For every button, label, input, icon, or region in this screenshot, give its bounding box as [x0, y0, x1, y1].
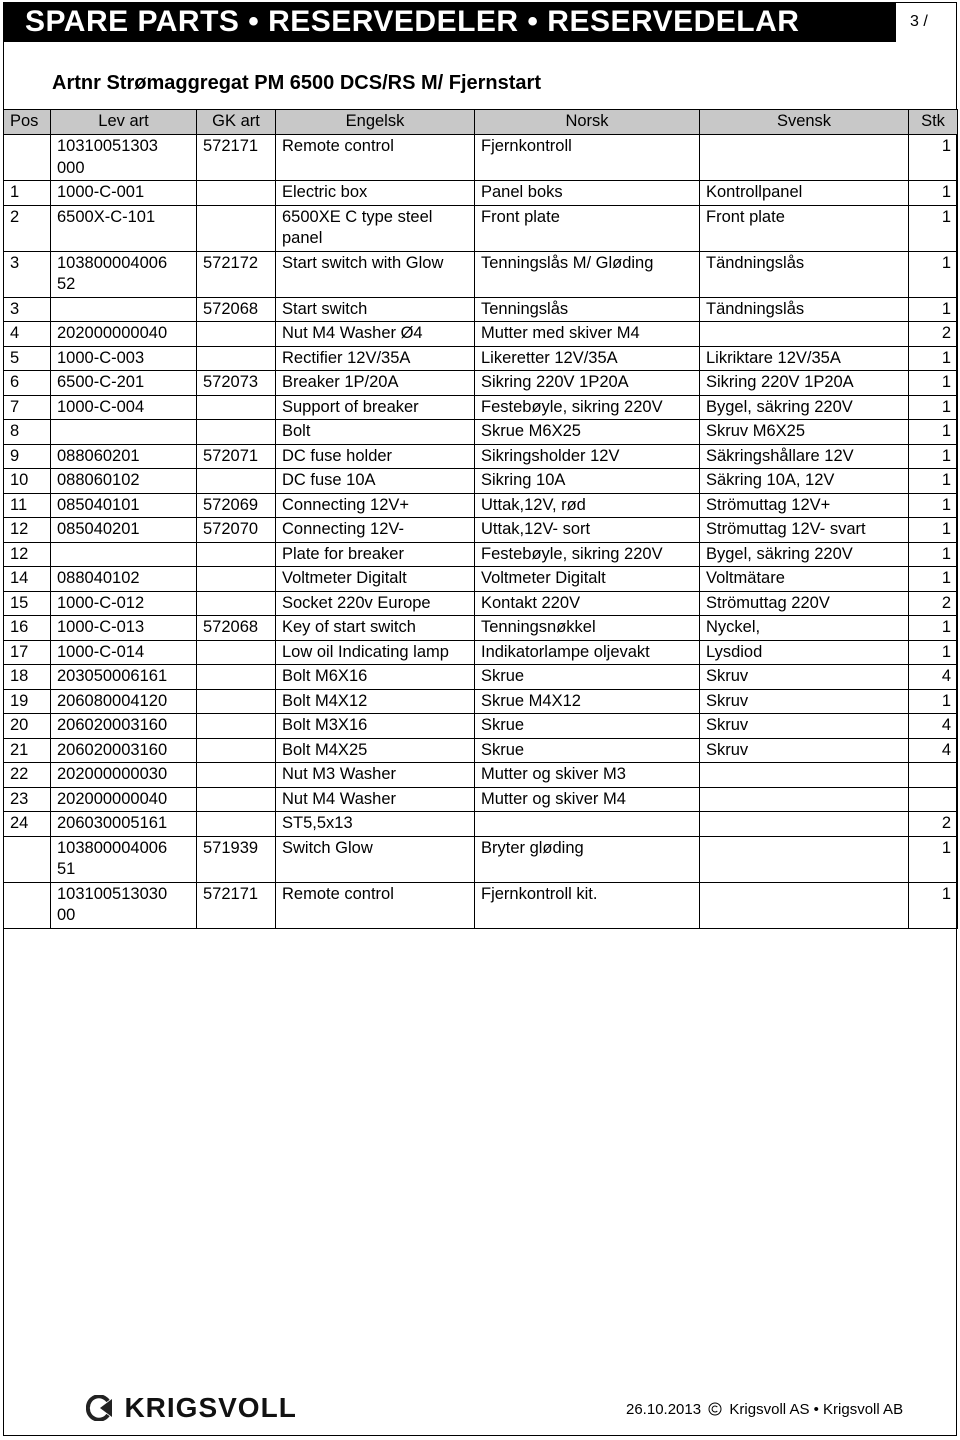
cell-pos: 17 [4, 640, 51, 665]
cell-engelsk: Remote control [276, 882, 475, 928]
cell-svensk: Bygel, säkring 220V [700, 542, 909, 567]
cell-engelsk: Connecting 12V- [276, 518, 475, 543]
cell-gk-art: 572172 [197, 251, 276, 297]
cell-engelsk: Key of start switch [276, 616, 475, 641]
document-title: Artnr Strømaggregat PM 6500 DCS/RS M/ Fjernstart [52, 72, 541, 94]
cell-lev-art: 203050006161 [51, 665, 197, 690]
column-header-svensk: Svensk [700, 110, 909, 135]
cell-norsk: Mutter og skiver M4 [475, 787, 700, 812]
cell-engelsk: Electric box [276, 181, 475, 206]
table-row [4, 787, 958, 812]
column-header-engelsk: Engelsk [276, 110, 475, 135]
cell-stk: 1 [909, 346, 958, 371]
cell-stk: 1 [909, 518, 958, 543]
cell-pos: 24 [4, 812, 51, 837]
cell-gk-art [197, 591, 276, 616]
cell-lev-art: 088060201 [51, 444, 197, 469]
cell-pos: 16 [4, 616, 51, 641]
cell-pos: 9 [4, 444, 51, 469]
cell-stk: 1 [909, 616, 958, 641]
cell-gk-art [197, 469, 276, 494]
table-row [4, 591, 958, 616]
cell-svensk: Strömuttag 220V [700, 591, 909, 616]
cell-gk-art [197, 395, 276, 420]
table-row [4, 205, 958, 251]
cell-pos: 14 [4, 567, 51, 592]
cell-norsk: Festebøyle, sikring 220V [475, 395, 700, 420]
cell-stk: 1 [909, 836, 958, 882]
cell-lev-art [51, 420, 197, 445]
cell-engelsk: Socket 220v Europe [276, 591, 475, 616]
cell-lev-art: 1000-C-014 [51, 640, 197, 665]
cell-svensk: Säkringshållare 12V [700, 444, 909, 469]
cell-lev-art: 1000-C-012 [51, 591, 197, 616]
cell-gk-art: 572171 [197, 135, 276, 181]
cell-engelsk: Support of breaker [276, 395, 475, 420]
cell-norsk: Skrue M4X12 [475, 689, 700, 714]
table-row [4, 518, 958, 543]
table-row [4, 882, 958, 928]
cell-norsk: Tenningsnøkkel [475, 616, 700, 641]
cell-gk-art [197, 738, 276, 763]
cell-norsk: Uttak,12V- sort [475, 518, 700, 543]
cell-engelsk: Connecting 12V+ [276, 493, 475, 518]
cell-svensk: Likriktare 12V/35A [700, 346, 909, 371]
cell-engelsk: DC fuse 10A [276, 469, 475, 494]
cell-svensk: Skruv [700, 714, 909, 739]
cell-norsk: Mutter og skiver M3 [475, 763, 700, 788]
page-number: 3 / [910, 13, 928, 30]
cell-gk-art [197, 787, 276, 812]
cell-svensk: Sikring 220V 1P20A [700, 371, 909, 396]
footer-info [626, 1401, 903, 1418]
cell-gk-art [197, 346, 276, 371]
cell-gk-art [197, 567, 276, 592]
cell-gk-art [197, 689, 276, 714]
cell-pos: 5 [4, 346, 51, 371]
cell-gk-art [197, 542, 276, 567]
cell-engelsk: 6500XE C type steel panel [276, 205, 475, 251]
cell-engelsk: Bolt M4X12 [276, 689, 475, 714]
cell-gk-art [197, 322, 276, 347]
cell-engelsk: Nut M4 Washer [276, 787, 475, 812]
cell-norsk: Fjernkontroll [475, 135, 700, 181]
cell-norsk: Likeretter 12V/35A [475, 346, 700, 371]
cell-pos: 1 [4, 181, 51, 206]
cell-engelsk: Rectifier 12V/35A [276, 346, 475, 371]
cell-engelsk: Bolt [276, 420, 475, 445]
cell-svensk [700, 812, 909, 837]
cell-lev-art [51, 542, 197, 567]
table-row [4, 738, 958, 763]
cell-lev-art: 1000-C-001 [51, 181, 197, 206]
table-row [4, 665, 958, 690]
cell-gk-art [197, 665, 276, 690]
cell-stk: 4 [909, 714, 958, 739]
cell-pos: 12 [4, 518, 51, 543]
table-row [4, 135, 958, 181]
cell-engelsk: Start switch [276, 297, 475, 322]
cell-lev-art: 10310051303 000 [51, 135, 197, 181]
cell-pos: 10 [4, 469, 51, 494]
cell-gk-art: 572073 [197, 371, 276, 396]
cell-stk [909, 787, 958, 812]
cell-engelsk: Bolt M6X16 [276, 665, 475, 690]
copyright-icon [708, 1402, 722, 1416]
cell-engelsk: Remote control [276, 135, 475, 181]
cell-stk: 1 [909, 444, 958, 469]
cell-svensk [700, 836, 909, 882]
cell-svensk: Strömuttag 12V- svart [700, 518, 909, 543]
table-row [4, 714, 958, 739]
cell-lev-art: 206020003160 [51, 714, 197, 739]
cell-norsk: Bryter gløding [475, 836, 700, 882]
cell-lev-art: 088040102 [51, 567, 197, 592]
cell-pos: 8 [4, 420, 51, 445]
cell-stk: 1 [909, 205, 958, 251]
table-row [4, 444, 958, 469]
table-row [4, 542, 958, 567]
cell-engelsk: Plate for breaker [276, 542, 475, 567]
cell-pos [4, 135, 51, 181]
table-row [4, 420, 958, 445]
cell-gk-art: 572070 [197, 518, 276, 543]
cell-stk: 4 [909, 738, 958, 763]
cell-svensk: Nyckel, [700, 616, 909, 641]
cell-stk: 1 [909, 135, 958, 181]
cell-gk-art: 572068 [197, 616, 276, 641]
cell-stk: 1 [909, 251, 958, 297]
cell-engelsk: Breaker 1P/20A [276, 371, 475, 396]
cell-svensk: Strömuttag 12V+ [700, 493, 909, 518]
cell-lev-art: 103800004006 51 [51, 836, 197, 882]
cell-engelsk: Voltmeter Digitalt [276, 567, 475, 592]
cell-norsk: Sikring 10A [475, 469, 700, 494]
cell-norsk: Panel boks [475, 181, 700, 206]
parts-table [3, 109, 958, 929]
cell-gk-art [197, 205, 276, 251]
cell-pos: 2 [4, 205, 51, 251]
cell-stk: 1 [909, 469, 958, 494]
cell-stk: 2 [909, 812, 958, 837]
cell-lev-art: 085040101 [51, 493, 197, 518]
table-row [4, 395, 958, 420]
cell-stk: 1 [909, 181, 958, 206]
cell-pos: 12 [4, 542, 51, 567]
cell-lev-art: 1000-C-003 [51, 346, 197, 371]
cell-gk-art: 572171 [197, 882, 276, 928]
cell-stk: 1 [909, 420, 958, 445]
cell-pos: 23 [4, 787, 51, 812]
cell-stk: 1 [909, 542, 958, 567]
cell-engelsk: Start switch with Glow [276, 251, 475, 297]
krigsvoll-logo [86, 1392, 297, 1424]
logo-text: KRIGSVOLL [124, 1392, 297, 1423]
cell-pos: 3 [4, 297, 51, 322]
cell-svensk: Skruv [700, 738, 909, 763]
cell-pos [4, 836, 51, 882]
cell-stk: 4 [909, 665, 958, 690]
cell-engelsk: Bolt M3X16 [276, 714, 475, 739]
cell-norsk: Tenningslås M/ Gløding [475, 251, 700, 297]
cell-norsk: Festebøyle, sikring 220V [475, 542, 700, 567]
cell-lev-art: 206080004120 [51, 689, 197, 714]
cell-pos: 6 [4, 371, 51, 396]
header-title: SPARE PARTS • RESERVEDELER • RESERVEDELAR [25, 5, 800, 38]
cell-norsk: Front plate [475, 205, 700, 251]
cell-engelsk: ST5,5x13 [276, 812, 475, 837]
cell-norsk: Voltmeter Digitalt [475, 567, 700, 592]
column-header-stk: Stk [909, 110, 958, 135]
cell-svensk: Bygel, säkring 220V [700, 395, 909, 420]
table-row [4, 322, 958, 347]
cell-lev-art: 1000-C-004 [51, 395, 197, 420]
cell-norsk: Uttak,12V, rød [475, 493, 700, 518]
cell-pos [4, 882, 51, 928]
cell-pos: 21 [4, 738, 51, 763]
cell-stk: 1 [909, 689, 958, 714]
column-header-gk-art: GK art [197, 110, 276, 135]
cell-pos: 7 [4, 395, 51, 420]
cell-svensk: Säkring 10A, 12V [700, 469, 909, 494]
cell-svensk: Skruv [700, 689, 909, 714]
krigsvoll-logo-icon [86, 1395, 116, 1421]
table-row [4, 469, 958, 494]
cell-pos: 4 [4, 322, 51, 347]
cell-pos: 15 [4, 591, 51, 616]
cell-lev-art: 1000-C-013 [51, 616, 197, 641]
cell-gk-art: 572069 [197, 493, 276, 518]
cell-lev-art [51, 297, 197, 322]
cell-lev-art: 6500-C-201 [51, 371, 197, 396]
cell-engelsk: Nut M4 Washer Ø4 [276, 322, 475, 347]
cell-svensk: Lysdiod [700, 640, 909, 665]
cell-svensk: Skruv [700, 665, 909, 690]
cell-stk: 1 [909, 395, 958, 420]
column-header-lev-art: Lev art [51, 110, 197, 135]
footer-company: Krigsvoll AS • Krigsvoll AB [729, 1401, 904, 1418]
cell-norsk: Kontakt 220V [475, 591, 700, 616]
cell-stk: 1 [909, 297, 958, 322]
cell-gk-art [197, 420, 276, 445]
cell-engelsk: Bolt M4X25 [276, 738, 475, 763]
cell-engelsk: Low oil Indicating lamp [276, 640, 475, 665]
table-row [4, 616, 958, 641]
cell-norsk: Skrue M6X25 [475, 420, 700, 445]
cell-svensk: Kontrollpanel [700, 181, 909, 206]
table-row [4, 251, 958, 297]
table-row [4, 836, 958, 882]
cell-pos: 22 [4, 763, 51, 788]
cell-norsk: Fjernkontroll kit. [475, 882, 700, 928]
table-row [4, 181, 958, 206]
cell-lev-art: 202000000030 [51, 763, 197, 788]
cell-svensk [700, 763, 909, 788]
cell-svensk [700, 135, 909, 181]
cell-pos: 20 [4, 714, 51, 739]
table-row [4, 689, 958, 714]
cell-norsk: Sikringsholder 12V [475, 444, 700, 469]
cell-gk-art [197, 181, 276, 206]
table-row [4, 493, 958, 518]
cell-norsk: Skrue [475, 714, 700, 739]
cell-svensk [700, 882, 909, 928]
cell-gk-art: 571939 [197, 836, 276, 882]
cell-svensk: Front plate [700, 205, 909, 251]
column-header-norsk: Norsk [475, 110, 700, 135]
cell-pos: 18 [4, 665, 51, 690]
column-header-pos: Pos [4, 110, 51, 135]
cell-norsk [475, 812, 700, 837]
table-row [4, 640, 958, 665]
cell-gk-art [197, 714, 276, 739]
cell-lev-art: 085040201 [51, 518, 197, 543]
header-banner [3, 2, 896, 42]
parts-table-body [4, 135, 958, 929]
cell-norsk: Skrue [475, 665, 700, 690]
cell-svensk: Tändningslås [700, 297, 909, 322]
cell-stk: 2 [909, 322, 958, 347]
cell-lev-art: 088060102 [51, 469, 197, 494]
cell-svensk [700, 787, 909, 812]
cell-stk [909, 763, 958, 788]
cell-pos: 11 [4, 493, 51, 518]
cell-engelsk: Switch Glow [276, 836, 475, 882]
cell-svensk [700, 322, 909, 347]
cell-svensk: Voltmätare [700, 567, 909, 592]
cell-stk: 2 [909, 591, 958, 616]
cell-stk: 1 [909, 640, 958, 665]
cell-gk-art [197, 812, 276, 837]
cell-gk-art: 572071 [197, 444, 276, 469]
cell-lev-art: 6500X-C-101 [51, 205, 197, 251]
cell-lev-art: 202000000040 [51, 322, 197, 347]
table-row [4, 371, 958, 396]
cell-norsk: Mutter med skiver M4 [475, 322, 700, 347]
cell-norsk: Sikring 220V 1P20A [475, 371, 700, 396]
cell-engelsk: Nut M3 Washer [276, 763, 475, 788]
cell-gk-art: 572068 [197, 297, 276, 322]
cell-lev-art: 206030005161 [51, 812, 197, 837]
cell-stk: 1 [909, 567, 958, 592]
table-row [4, 346, 958, 371]
cell-engelsk: DC fuse holder [276, 444, 475, 469]
table-row [4, 763, 958, 788]
cell-lev-art: 103800004006 52 [51, 251, 197, 297]
cell-stk: 1 [909, 882, 958, 928]
cell-pos: 19 [4, 689, 51, 714]
table-row [4, 567, 958, 592]
cell-lev-art: 103100513030 00 [51, 882, 197, 928]
cell-svensk: Tändningslås [700, 251, 909, 297]
cell-stk: 1 [909, 493, 958, 518]
table-header-row [4, 110, 958, 135]
table-row [4, 297, 958, 322]
cell-pos: 3 [4, 251, 51, 297]
cell-lev-art: 202000000040 [51, 787, 197, 812]
cell-svensk: Skruv M6X25 [700, 420, 909, 445]
cell-gk-art [197, 763, 276, 788]
cell-stk: 1 [909, 371, 958, 396]
cell-gk-art [197, 640, 276, 665]
table-row [4, 812, 958, 837]
footer-date: 26.10.2013 [626, 1401, 702, 1418]
cell-lev-art: 206020003160 [51, 738, 197, 763]
cell-norsk: Skrue [475, 738, 700, 763]
cell-norsk: Indikatorlampe oljevakt [475, 640, 700, 665]
cell-norsk: Tenningslås [475, 297, 700, 322]
